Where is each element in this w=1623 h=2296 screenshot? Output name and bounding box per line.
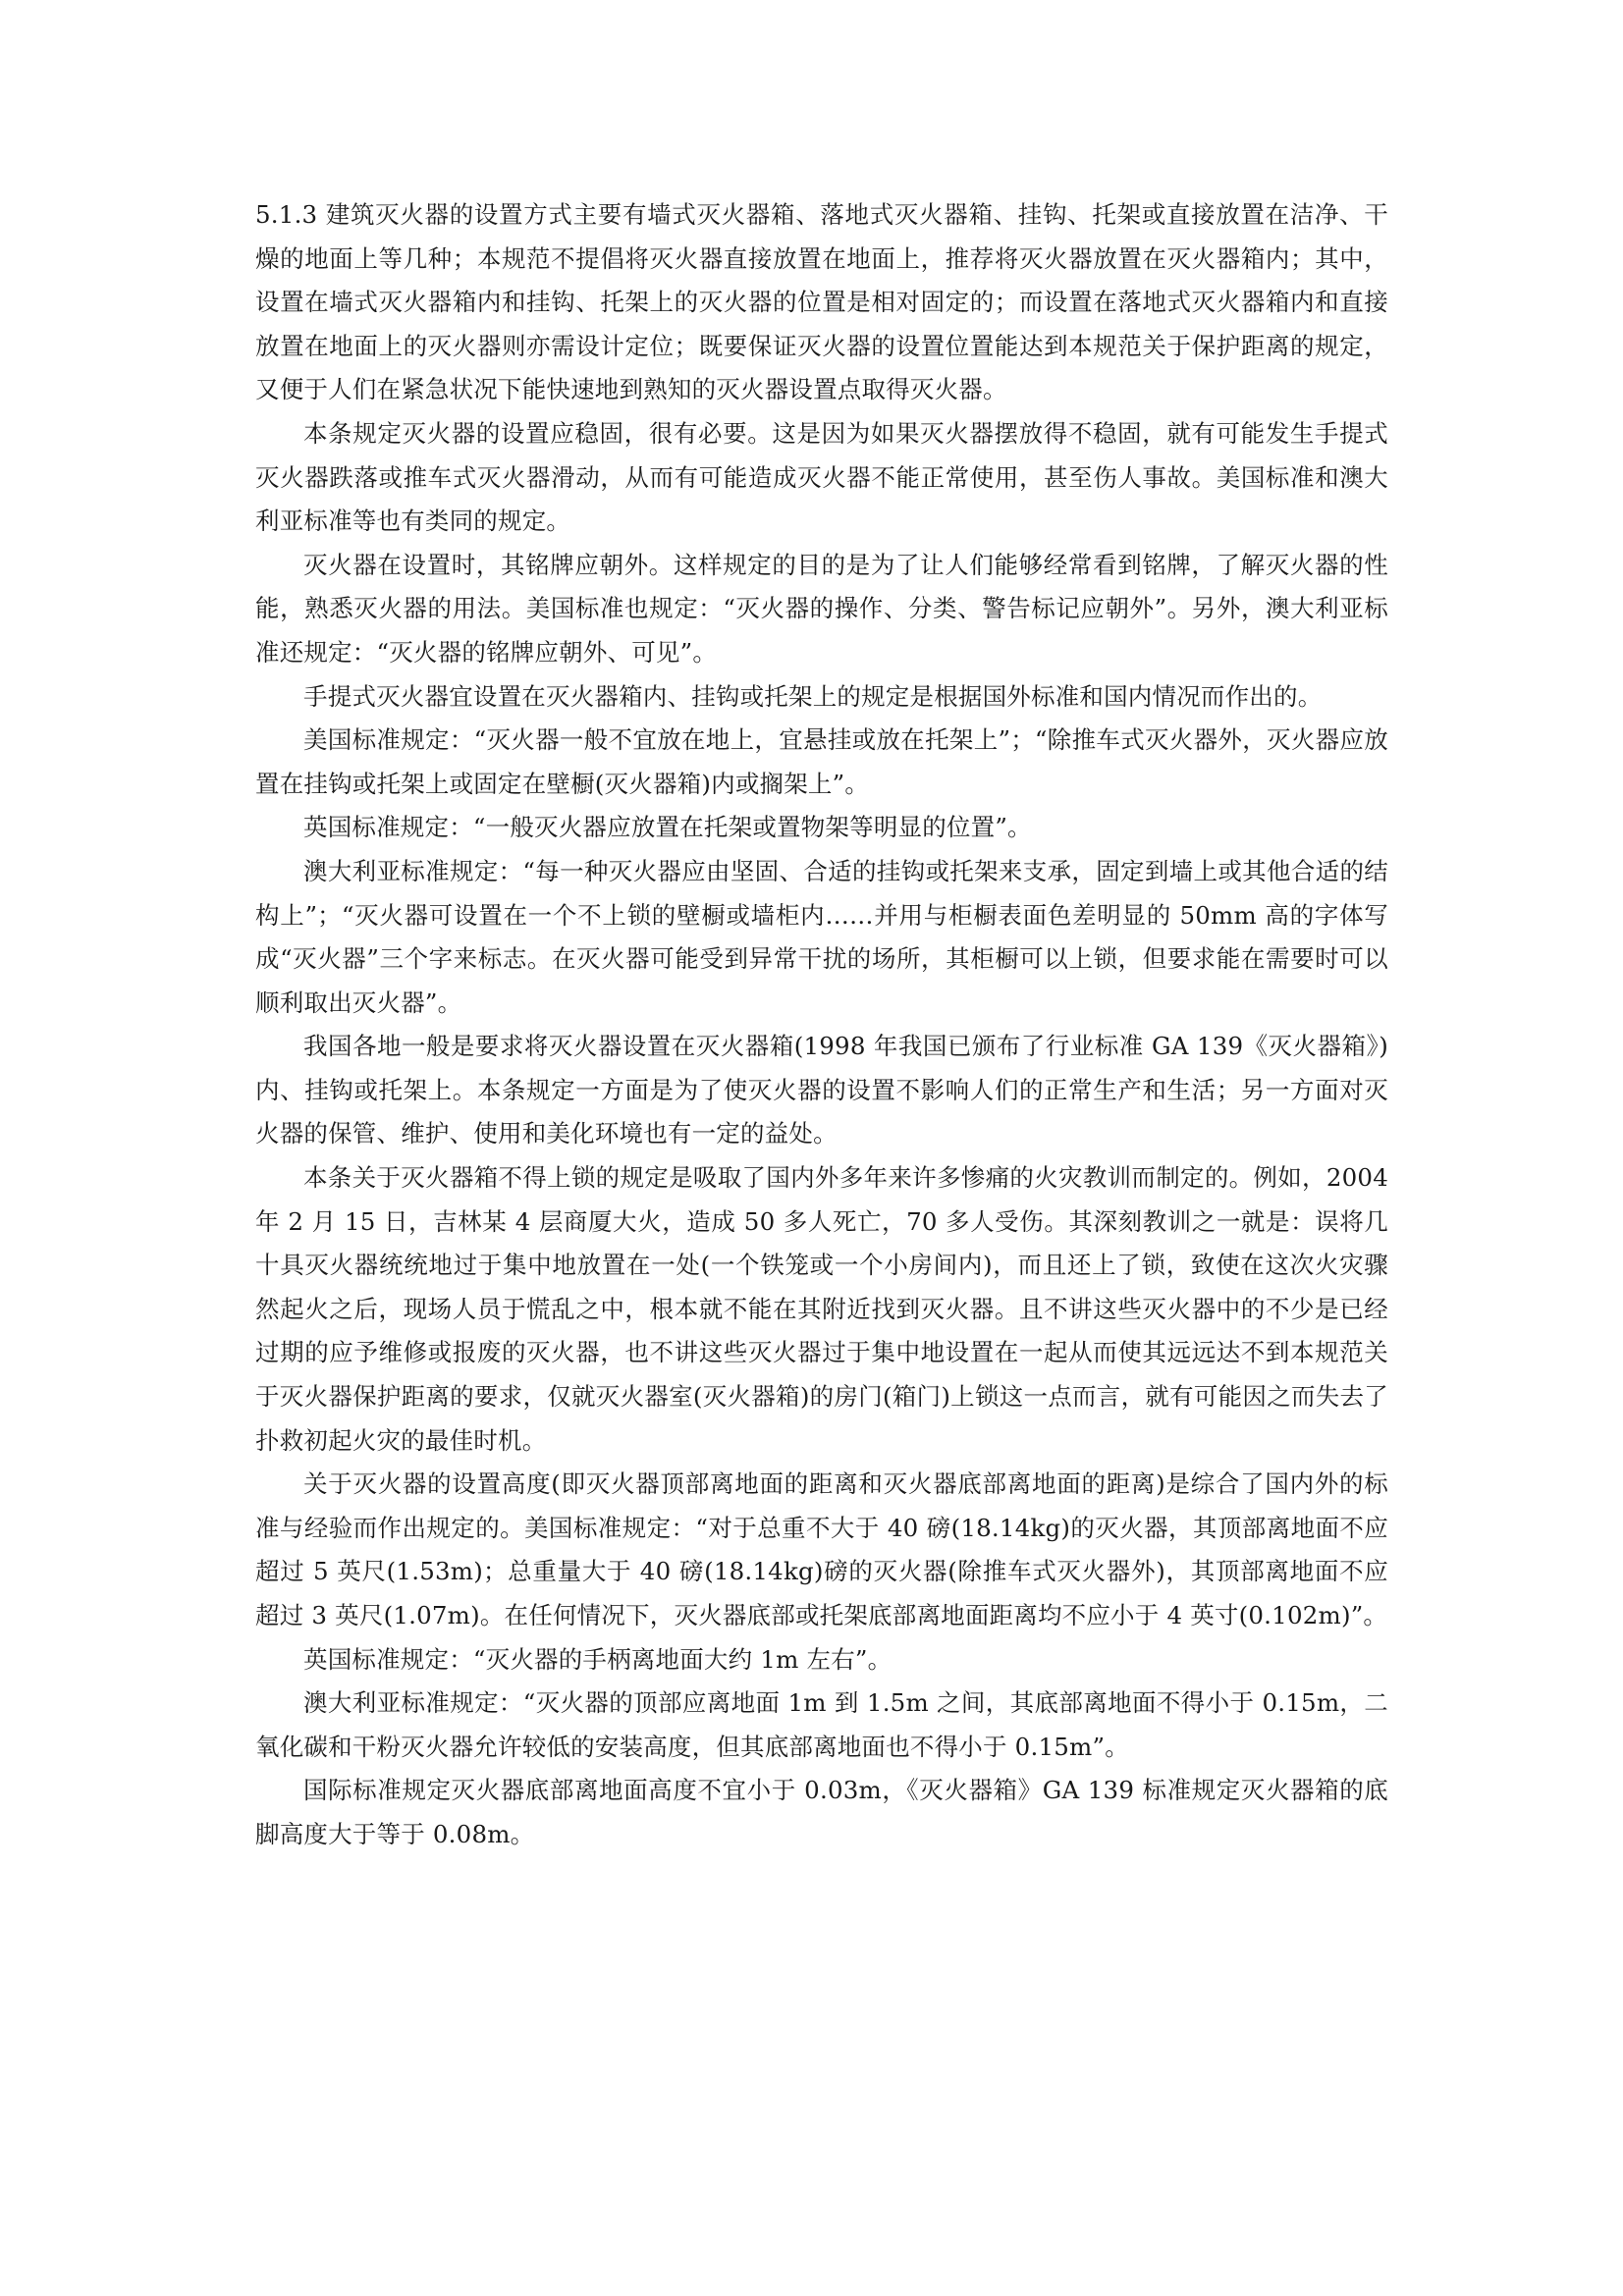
paragraph-nameplate-outward: 灭火器在设置时，其铭牌应朝外。这样规定的目的是为了让人们能够经常看到铭牌，了解灭火器的性能，熟悉灭火器的用法。美国标准也规定：“灭火器的操作、分类、警告标记应朝外”。另外，澳大利亚标准还规定：“灭火器的铭牌应朝外、可见”。 xyxy=(255,550,1388,667)
paragraph-us-standard: 美国标准规定：“灭火器一般不宜放在地上，宜悬挂或放在托架上”；“除推车式灭火器外，灭火器应放置在挂钩或托架上或固定在壁橱(灭火器箱)内或搁架上”。 xyxy=(255,725,1388,798)
paragraph-uk-standard: 英国标准规定：“一般灭火器应放置在托架或置物架等明显的位置”。 xyxy=(303,813,1032,842)
document-body xyxy=(255,193,1388,1857)
paragraph-australia-height: 澳大利亚标准规定：“灭火器的顶部应离地面 1m 到 1.5m 之间，其底部离地面不得小于 0.15m，二氧化碳和干粉灭火器允许较低的安装高度，但其底部离地面也不得小于 0.15m”。 xyxy=(255,1688,1388,1761)
paragraph-mounting-height: 关于灭火器的设置高度(即灭火器顶部离地面的距离和灭火器底部离地面的距离)是综合了国内外的标准与经验而作出规定的。美国标准规定：“对于总重不大于 40 磅(18.14kg)的灭火器，其顶部离地面不应超过 5 英尺(1.53m)；总重量大于 40 磅(18.14kg)磅的灭火器(除推车式灭火器外)，其顶部离地面不应超过 3 英尺(1.07m)。在任何情况下，灭火器底部或托架底部离地面距离均不应小于 4 英寸(0.102m)”。 xyxy=(255,1469,1388,1629)
paragraph-international-height: 国际标准规定灭火器底部离地面高度不宜小于 0.03m，《灭火器箱》GA 139 标准规定灭火器箱的底脚高度大于等于 0.08m。 xyxy=(255,1776,1388,1848)
paragraph-stable-mounting: 本条规定灭火器的设置应稳固，很有必要。这是因为如果灭火器摆放得不稳固，就有可能发生手提式灭火器跌落或推车式灭火器滑动，从而有可能造成灭火器不能正常使用，甚至伤人事故。美国标准和澳大利亚标准等也有类同的规定。 xyxy=(255,418,1388,536)
paragraph-portable-placement: 手提式灭火器宜设置在灭火器箱内、挂钩或托架上的规定是根据国外标准和国内情况而作出的。 xyxy=(303,681,1323,711)
paragraph-china-practice: 我国各地一般是要求将灭火器设置在灭火器箱(1998 年我国已颁布了行业标准 GA 139《灭火器箱》)内、挂钩或托架上。本条规定一方面是为了使灭火器的设置不影响人们的正常生产和生活；另一方面对灭火器的保管、维护、使用和美化环境也有一定的益处。 xyxy=(255,1032,1388,1148)
paragraph-no-lock-rule: 本条关于灭火器箱不得上锁的规定是吸取了国内外多年来许多惨痛的火灾教训而制定的。例如，2004 年 2 月 15 日，吉林某 4 层商厦大火，造成 50 多人死亡，70 多人受伤。其深刻教训之一就是：误将几十具灭火器统统地过于集中地放置在一处(一个铁笼或一个小房间内)，而且还上了锁，致使在这次火灾骤然起火之后，现场人员于慌乱之中，根本就不能在其附近找到灭火器。且不讲这些灭火器中的不少是已经过期的应予维修或报废的灭火器，也不讲这些灭火器过于集中地设置在一起从而使其远远达不到本规范关于灭火器保护距离的要求，仅就灭火器室(灭火器箱)的房门(箱门)上锁这一点而言，就有可能因之而失去了扑救初起火灾的最佳时机。 xyxy=(255,1163,1388,1455)
paragraph-uk-height: 英国标准规定：“灭火器的手柄离地面大约 1m 左右”。 xyxy=(303,1644,893,1674)
paragraph-5-1-3: 5.1.3 建筑灭火器的设置方式主要有墙式灭火器箱、落地式灭火器箱、挂钩、托架或直接放置在洁净、干燥的地面上等几种；本规范不提倡将灭火器直接放置在地面上，推荐将灭火器放置在灭火器箱内；其中，设置在墙式灭火器箱内和挂钩、托架上的灭火器的位置是相对固定的；而设置在落地式灭火器箱内和直接放置在地面上的灭火器则亦需设计定位；既要保证灭火器的设置位置能达到本规范关于保护距离的规定，又便于人们在紧急状况下能快速地到熟知的灭火器设置点取得灭火器。 xyxy=(255,200,1388,404)
paragraph-australia-standard: 澳大利亚标准规定：“每一种灭火器应由坚固、合适的挂钩或托架来支承，固定到墙上或其他合适的结构上”；“灭火器可设置在一个不上锁的壁橱或墙柜内……并用与柜橱表面色差明显的 50mm 高的字体写成“灭火器”三个字来标志。在灭火器可能受到异常干扰的场所，其柜橱可以上锁，但要求能在需要时可以顺利取出灭火器”。 xyxy=(255,856,1388,1017)
